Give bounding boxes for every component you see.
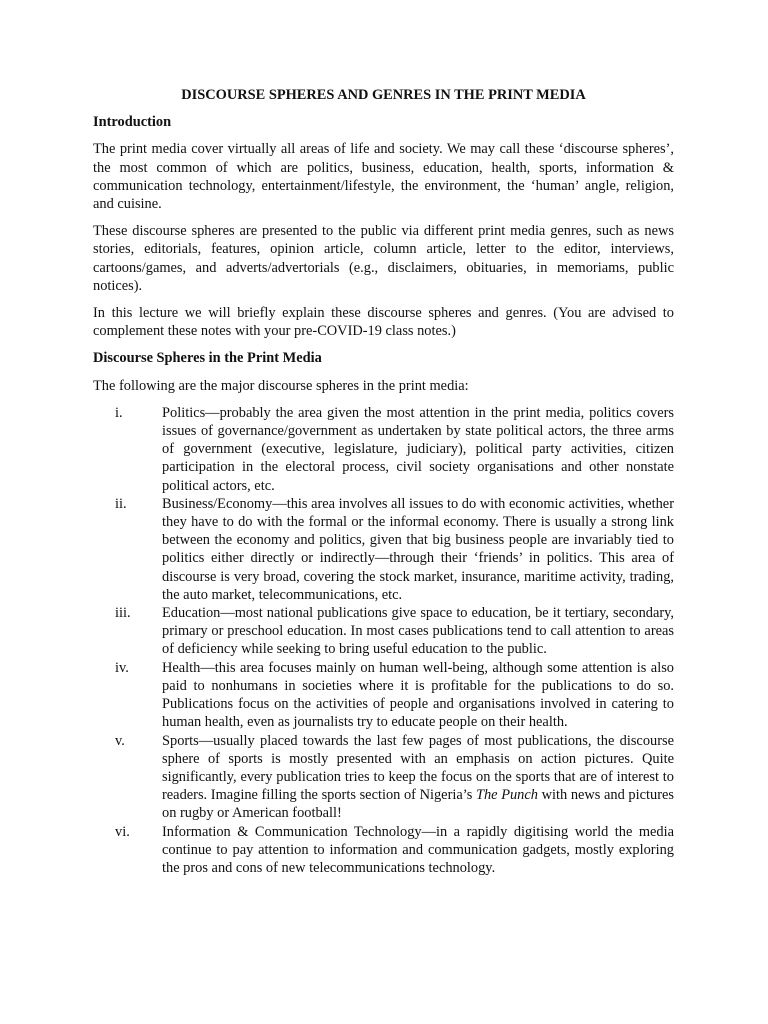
intro-paragraph-3: In this lecture we will briefly explain these discourse spheres and genres. (You are advised to complement these notes with your pre-COVID-19 class notes.) [93, 305, 674, 340]
list-item-number: vi. [115, 823, 130, 840]
spheres-list [93, 404, 674, 877]
intro-paragraph-1: The print media cover virtually all areas of life and society. We may call these ‘discourse spheres’, the most common of which are politics, business, education, health, sports, information & communication technology, entertainment/lifestyle, the environment, the ‘human’ angle, religion, and cuisine. [93, 141, 674, 213]
spheres-heading: Discourse Spheres in the Print Media [93, 350, 322, 367]
list-item [93, 823, 674, 878]
publication-name: The Punch [475, 787, 538, 804]
list-item [93, 604, 674, 659]
spheres-lead-paragraph: The following are the major discourse spheres in the print media: [93, 377, 469, 394]
list-item-number: ii. [115, 495, 127, 512]
document-title: DISCOURSE SPHERES AND GENRES IN THE PRINT MEDIA [181, 87, 586, 103]
list-item-text-part: Sports—usually placed towards the last few pages of most publications, the discourse sphere of sports is mostly presented with an emphasis on action pictures. Quite significantly, every publication tries to keep the focus on the sports that are of interest to readers. Imagine filling the sports section of Nigeria’s [162, 732, 674, 804]
list-item-number: iv. [115, 659, 129, 676]
list-item-text: Business/Economy—this area involves all issues to do with economic activities, whether they have to do with the formal or the informal economy. There is usually a strong link between the economy and politics, given that big business people are invariably tied to politics either directly or indirectly—through their ‘friends’ in politics. This area of discourse is very broad, covering the stock market, insurance, maritime activity, trading, the auto market, telecommunications, etc. [162, 495, 674, 603]
list-item [93, 659, 674, 732]
list-item-text: Information & Communication Technology—in a rapidly digitising world the media continue to pay attention to information and communication gadgets, mostly exploring the pros and cons of new telecommunications technology. [162, 823, 674, 876]
list-item-number: iii. [115, 605, 131, 622]
list-item [93, 495, 674, 604]
list-item-text [162, 732, 674, 823]
introduction-heading: Introduction [93, 114, 172, 131]
list-item-number: i. [115, 404, 123, 421]
list-item-text: Health—this area focuses mainly on human well-being, although some attention is also paid to nonhumans in societies where it is profitable for the publications to do so. Publications focus on the activities of people and organisations involved in catering to human health, even as journalists try to educate people on their health. [162, 659, 674, 731]
intro-paragraph-2: These discourse spheres are presented to the public via different print media genres, such as news stories, editorials, features, opinion article, column article, letter to the editor, interviews, cartoons/games, and adverts/advertorials (e.g., disclaimers, obituaries, in memoriams, public notices). [93, 223, 674, 294]
list-item [93, 404, 674, 495]
list-item-text-part: with news and pictures on rugby or American football! [162, 787, 674, 822]
list-item-text: Education—most national publications give space to education, be it tertiary, secondary, primary or preschool education. In most cases publications tend to call attention to areas of deficiency while seeking to bring useful education to the public. [162, 605, 674, 658]
list-item-number: v. [115, 732, 125, 749]
list-item [93, 732, 674, 823]
list-item-text: Politics—probably the area given the most attention in the print media, politics covers issues of governance/government as undertaken by state political actors, the three arms of government (executive, legislature, judiciary), political party activities, citizen participation in the electoral process, civil society organisations and other nonstate political actors, etc. [162, 404, 674, 494]
